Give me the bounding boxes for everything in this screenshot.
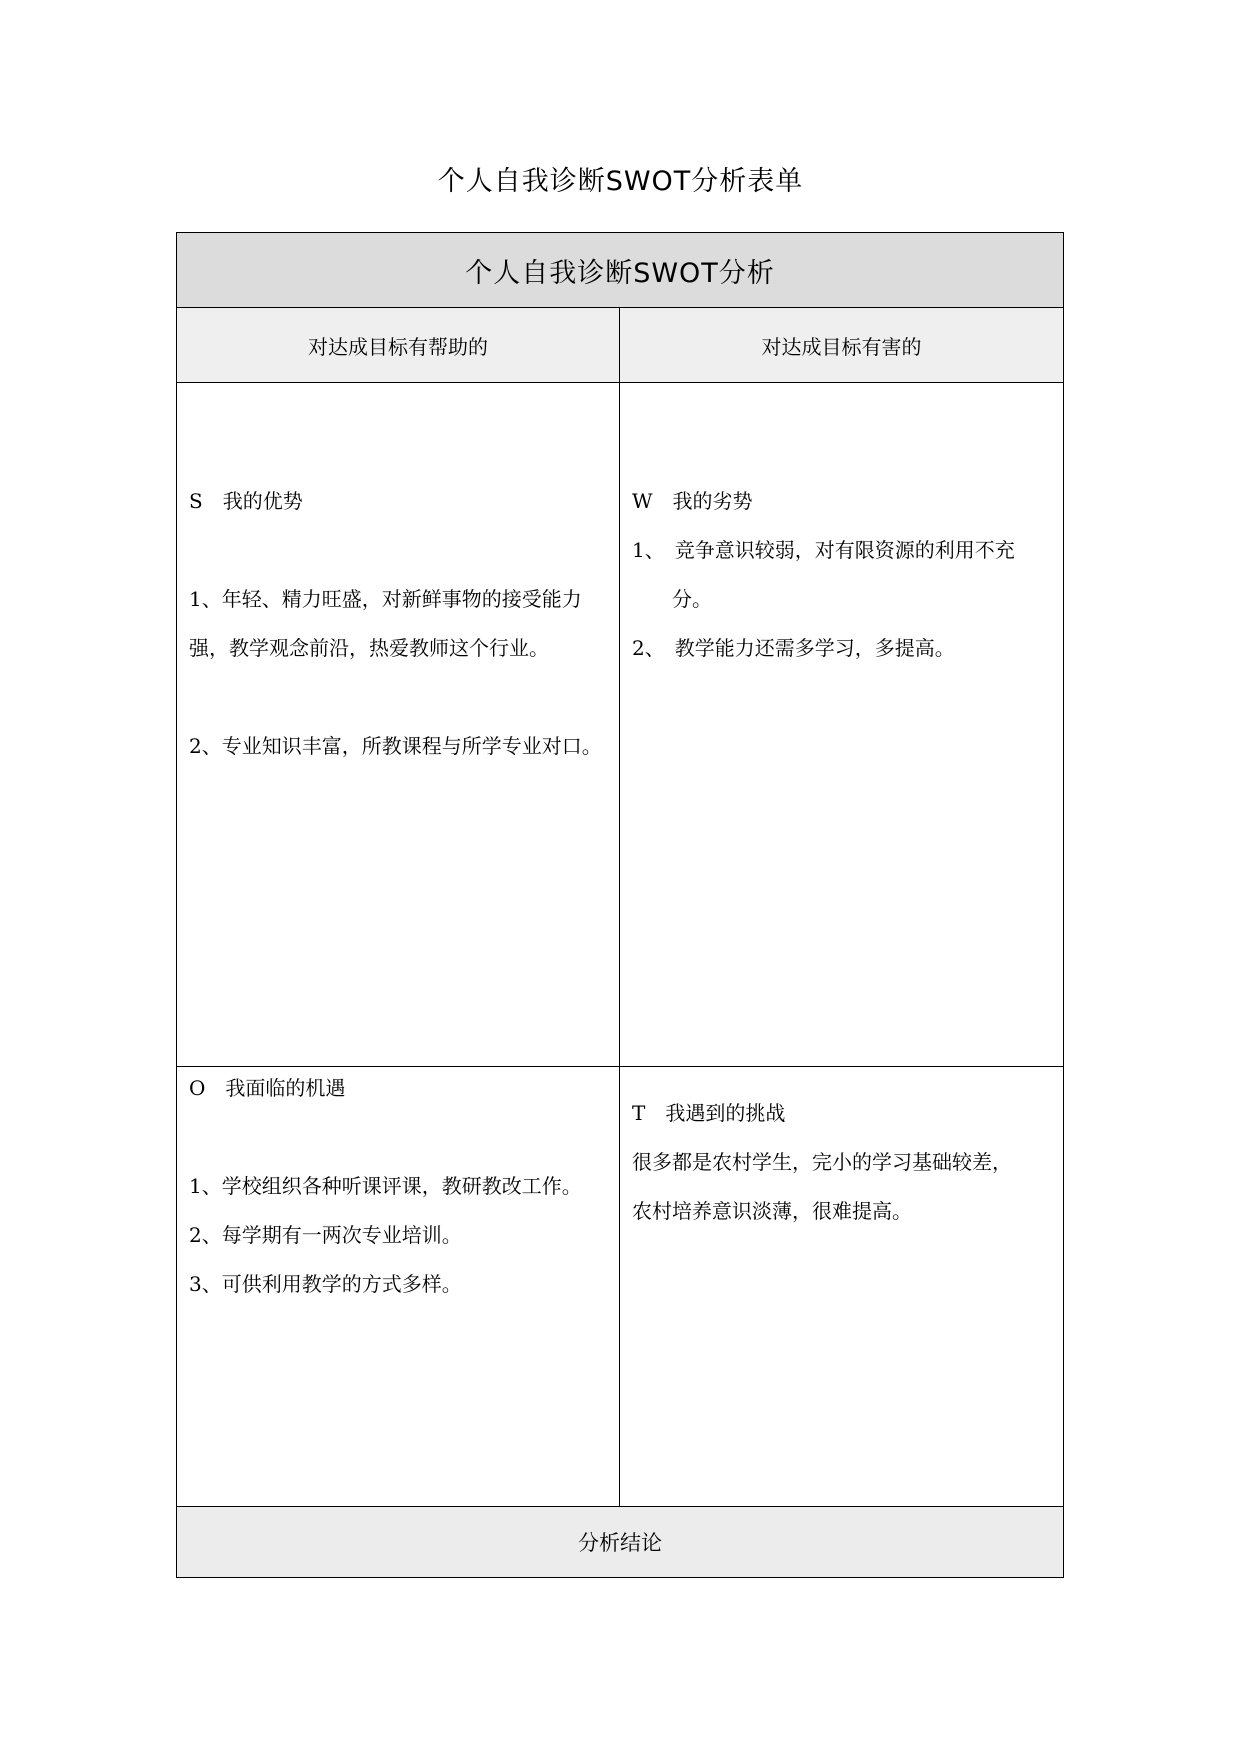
strengths-line: 1、年轻、精力旺盛，对新鲜事物的接受能力: [189, 587, 582, 611]
threats-heading: T 我遇到的挑战: [632, 1101, 786, 1125]
strengths-cell: [177, 383, 620, 1067]
helpful-column-header: 对达成目标有帮助的: [177, 308, 620, 383]
conclusion-label: 分析结论: [177, 1507, 1063, 1577]
threats-line: 农村培养意识淡薄，很难提高。: [632, 1199, 912, 1223]
weaknesses-line: 1、 竞争意识较弱，对有限资源的利用不充: [632, 538, 1015, 562]
harmful-column-header: 对达成目标有害的: [620, 308, 1063, 383]
table-heading: 个人自我诊断SWOT分析: [177, 233, 1063, 308]
swot-table: [176, 232, 1064, 1578]
threats-cell: [620, 1067, 1063, 1507]
weaknesses-line: 2、 教学能力还需多学习，多提高。: [632, 636, 955, 660]
opportunities-cell: [177, 1067, 620, 1507]
opportunities-heading: O 我面临的机遇: [189, 1076, 346, 1100]
weaknesses-cell: [620, 383, 1063, 1067]
weaknesses-line: 分。: [632, 587, 712, 611]
threats-line: 很多都是农村学生，完小的学习基础较差，: [632, 1150, 1012, 1174]
opportunities-line: 1、学校组织各种听课评课，教研教改工作。: [189, 1174, 582, 1198]
weaknesses-heading: W 我的劣势: [632, 489, 753, 513]
strengths-line: 强，教学观念前沿，热爱教师这个行业。: [189, 636, 549, 660]
opportunities-line: 3、可供利用教学的方式多样。: [189, 1272, 462, 1296]
strengths-line: 2、专业知识丰富，所教课程与所学专业对口。: [189, 734, 602, 758]
opportunities-line: 2、每学期有一两次专业培训。: [189, 1223, 462, 1247]
document-title: 个人自我诊断SWOT分析表单: [437, 166, 804, 197]
strengths-heading: S 我的优势: [189, 489, 303, 513]
